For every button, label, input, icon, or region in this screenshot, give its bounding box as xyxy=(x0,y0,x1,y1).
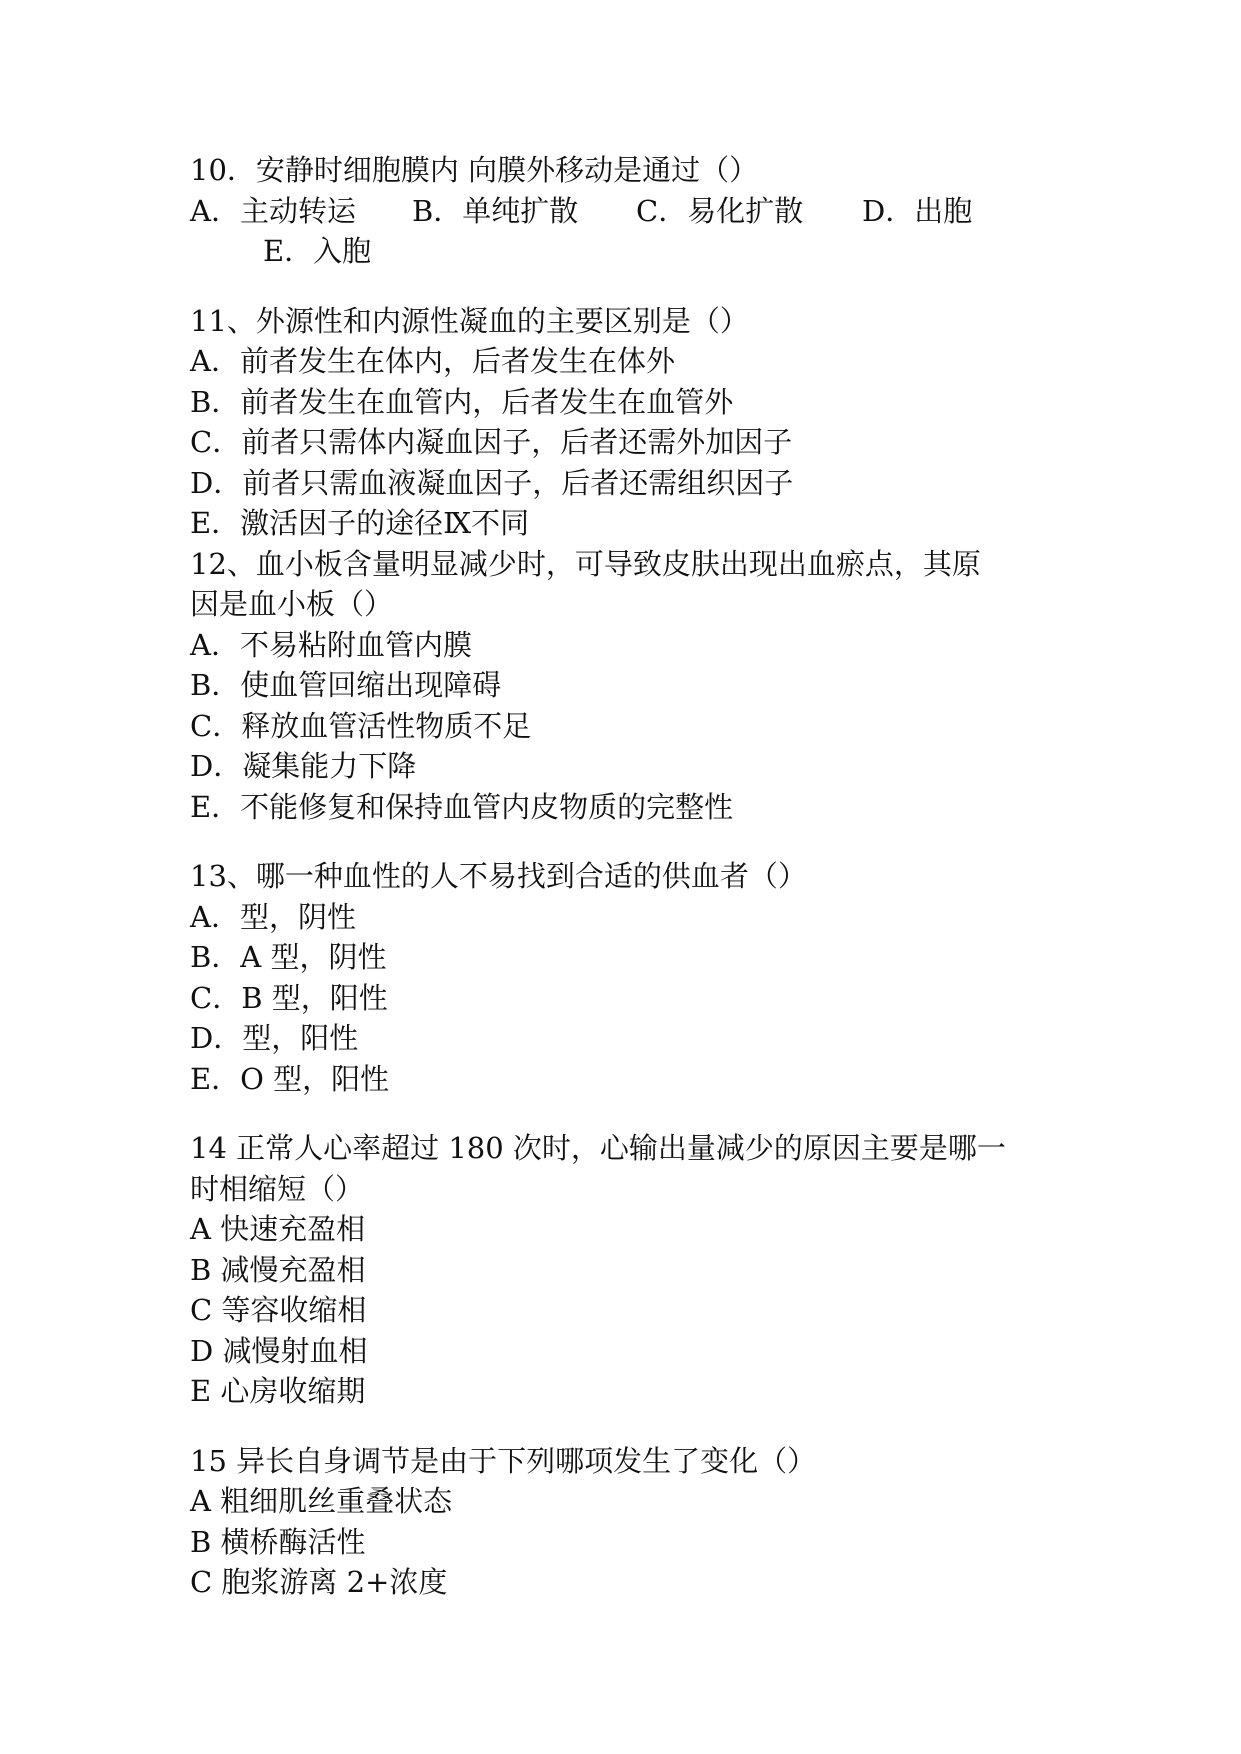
option-e: E 心房收缩期 xyxy=(190,1374,366,1408)
option-a: A 粗细肌丝重叠状态 xyxy=(190,1484,453,1518)
option-a: A．前者发生在体内，后者发生在体外 xyxy=(190,344,675,378)
option-d: D．凝集能力下降 xyxy=(190,749,417,783)
question-stem-line-1: 14 正常人心率超过 180 次时，心输出量减少的原因主要是哪一 xyxy=(190,1131,1006,1165)
option-e: E．不能修复和保持血管内皮物质的完整性 xyxy=(190,789,734,824)
question-stem: 10．安静时细胞膜内 向膜外移动是通过（） xyxy=(190,153,759,187)
document-page xyxy=(190,150,1090,1603)
question-14 xyxy=(190,1128,1090,1412)
question-stem-line-1: 12、血小板含量明显减少时，可导致皮肤出现出血瘀点，其原 xyxy=(190,546,981,581)
question-13 xyxy=(190,856,1090,1099)
option-c: C．释放血管活性物质不足 xyxy=(190,708,532,743)
question-11 xyxy=(190,301,1090,544)
option-b: B 减慢充盈相 xyxy=(190,1252,366,1287)
question-stem-line-2: 因是血小板（） xyxy=(190,587,394,621)
question-stem-line-2: 时相缩短（） xyxy=(190,1171,365,1206)
option-c: C．B 型，阳性 xyxy=(190,980,388,1015)
option-row xyxy=(190,191,1090,232)
option-b: B．使血管回缩出现障碍 xyxy=(190,668,502,702)
option-b: B．前者发生在血管内，后者发生在血管外 xyxy=(190,384,734,419)
option-c: C 胞浆游离 2+浓度 xyxy=(190,1565,448,1599)
option-e: E．激活因子的途径Ⅸ不同 xyxy=(190,506,530,540)
option-b: B．单纯扩散 xyxy=(412,193,579,228)
option-a: A 快速充盈相 xyxy=(190,1212,366,1246)
question-stem: 11、外源性和内源性凝血的主要区别是（） xyxy=(190,303,749,338)
option-d: D．出胞 xyxy=(862,193,973,228)
option-c: C．前者只需体内凝血因子，后者还需外加因子 xyxy=(190,425,793,459)
option-c: C．易化扩散 xyxy=(636,193,804,228)
question-stem: 13、哪一种血性的人不易找到合适的供血者（） xyxy=(190,859,807,893)
question-15 xyxy=(190,1441,1090,1603)
question-stem: 15 异长自身调节是由于下列哪项发生了变化（） xyxy=(190,1443,817,1478)
option-c: C 等容收缩相 xyxy=(190,1293,367,1327)
option-b: B 横桥酶活性 xyxy=(190,1524,366,1559)
option-e: E．入胞 xyxy=(263,234,372,268)
option-d: D．型，阳性 xyxy=(190,1021,359,1055)
question-10 xyxy=(190,150,1090,272)
option-a: A．型，阴性 xyxy=(190,899,356,934)
option-b: B．A 型，阴性 xyxy=(190,940,387,974)
option-e: E．O 型，阳性 xyxy=(190,1061,390,1096)
option-d: D 减慢射血相 xyxy=(190,1333,368,1368)
option-a: A．不易粘附血管内膜 xyxy=(190,627,472,662)
option-d: D．前者只需血液凝血因子，后者还需组织因子 xyxy=(190,465,794,500)
question-12 xyxy=(190,544,1090,828)
option-a: A．主动转运 xyxy=(190,193,356,228)
